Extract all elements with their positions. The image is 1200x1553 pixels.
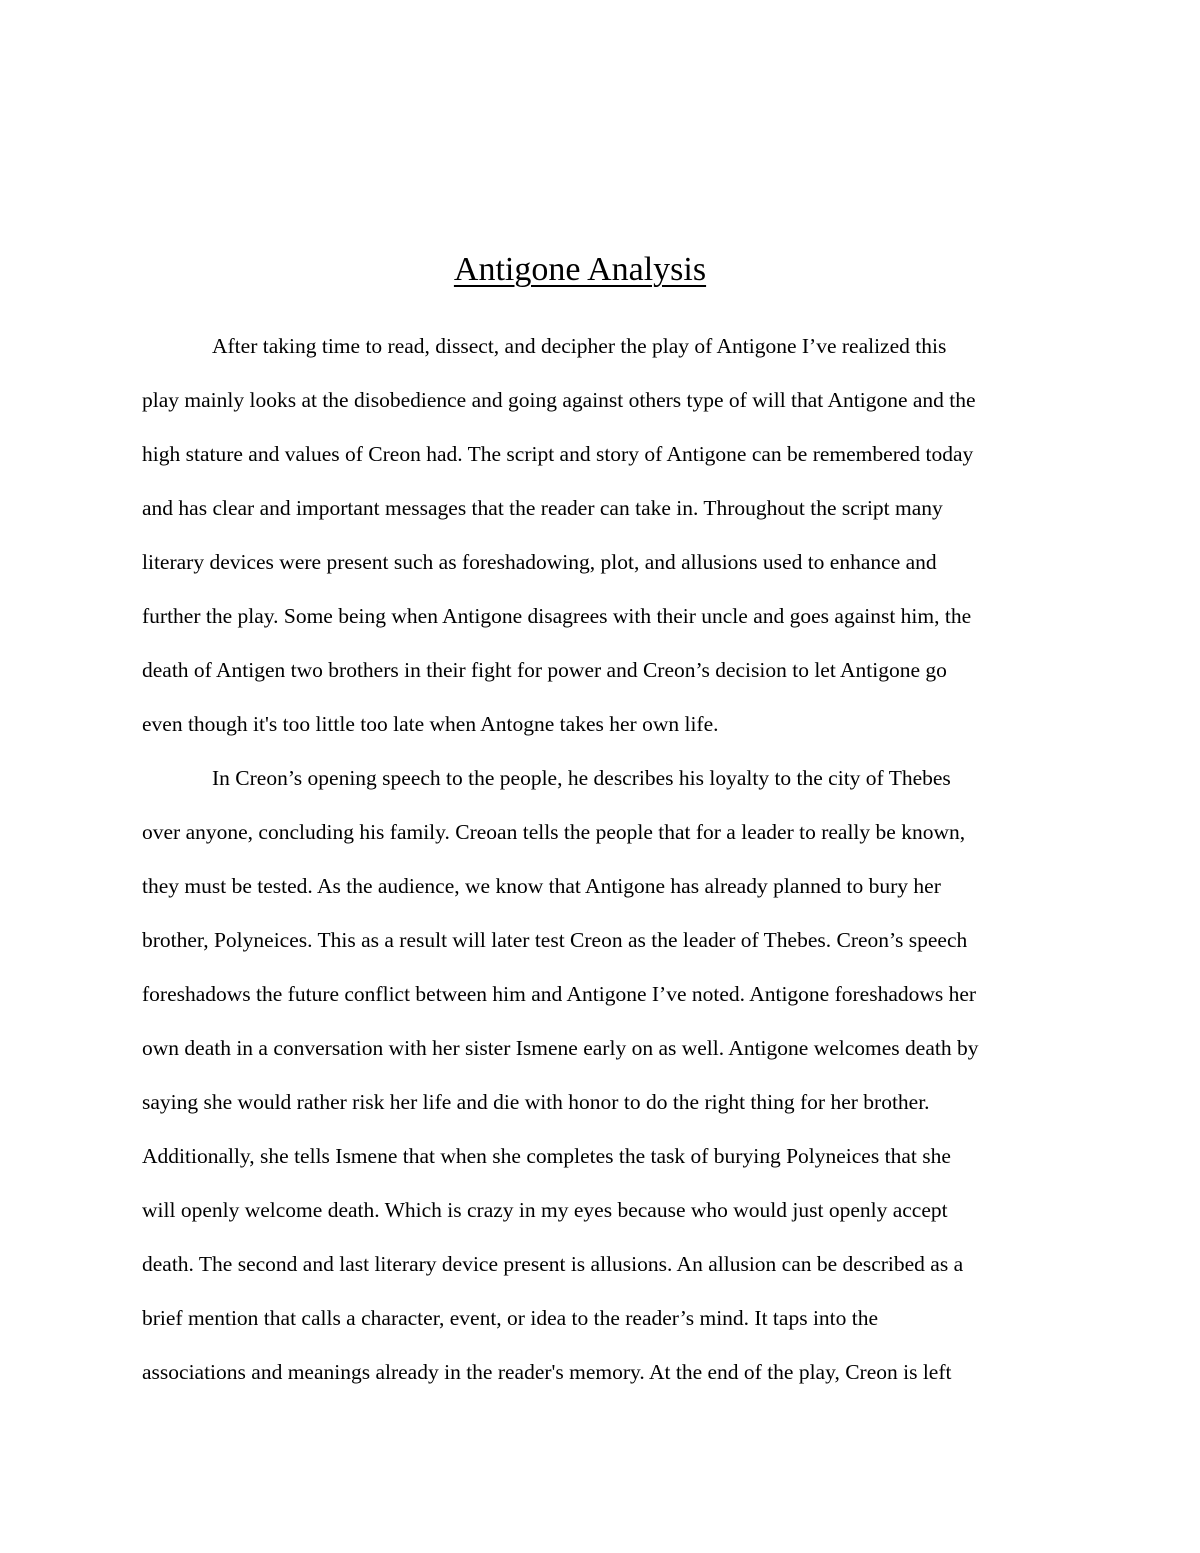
paragraph-2-line-3: they must be tested. As the audience, we know that Antigone has already planned to bury her xyxy=(142,874,941,898)
paragraph-1-line-1: After taking time to read, dissect, and decipher the play of Antigone I’ve realized this xyxy=(212,334,947,358)
paragraph-2-line-6: own death in a conversation with her sister Ismene early on as well. Antigone welcomes death by xyxy=(142,1036,979,1060)
paragraph-1-line-7: death of Antigen two brothers in their fight for power and Creon’s decision to let Antigone go xyxy=(142,658,947,682)
paragraph-2-line-9: will openly welcome death. Which is crazy in my eyes because who would just openly accept xyxy=(142,1198,948,1222)
paragraph-2-line-1: In Creon’s opening speech to the people, he describes his loyalty to the city of Thebes xyxy=(212,766,951,790)
paragraph-1-line-8: even though it's too little too late when Antogne takes her own life. xyxy=(142,712,719,736)
paragraph-2-line-8: Additionally, she tells Ismene that when she completes the task of burying Polyneices that she xyxy=(142,1144,951,1168)
paragraph-1-line-5: literary devices were present such as foreshadowing, plot, and allusions used to enhance and xyxy=(142,550,937,574)
paragraph-2-line-7: saying she would rather risk her life and die with honor to do the right thing for her brother. xyxy=(142,1090,930,1114)
paragraph-2-line-10: death. The second and last literary device present is allusions. An allusion can be described as a xyxy=(142,1252,964,1276)
paragraph-1-line-2: play mainly looks at the disobedience and going against others type of will that Antigone and the xyxy=(142,388,976,412)
paragraph-1-line-3: high stature and values of Creon had. The script and story of Antigone can be remembered today xyxy=(142,442,974,466)
paragraph-2-line-4: brother, Polyneices. This as a result will later test Creon as the leader of Thebes. Creon’s speech xyxy=(142,928,968,952)
paragraph-1-line-4: and has clear and important messages that the reader can take in. Throughout the script many xyxy=(142,496,943,520)
paragraph-2-line-12: associations and meanings already in the reader's memory. At the end of the play, Creon is left xyxy=(142,1360,952,1384)
paragraph-2-line-2: over anyone, concluding his family. Creoan tells the people that for a leader to really be known, xyxy=(142,820,966,844)
paragraph-2-line-5: foreshadows the future conflict between him and Antigone I’ve noted. Antigone foreshadows her xyxy=(142,982,977,1006)
document-title: Antigone Analysis xyxy=(453,251,707,288)
paragraph-2-line-11: brief mention that calls a character, event, or idea to the reader’s mind. It taps into the xyxy=(142,1306,879,1330)
paragraph-1-line-6: further the play. Some being when Antigone disagrees with their uncle and goes against him, the xyxy=(142,604,972,628)
